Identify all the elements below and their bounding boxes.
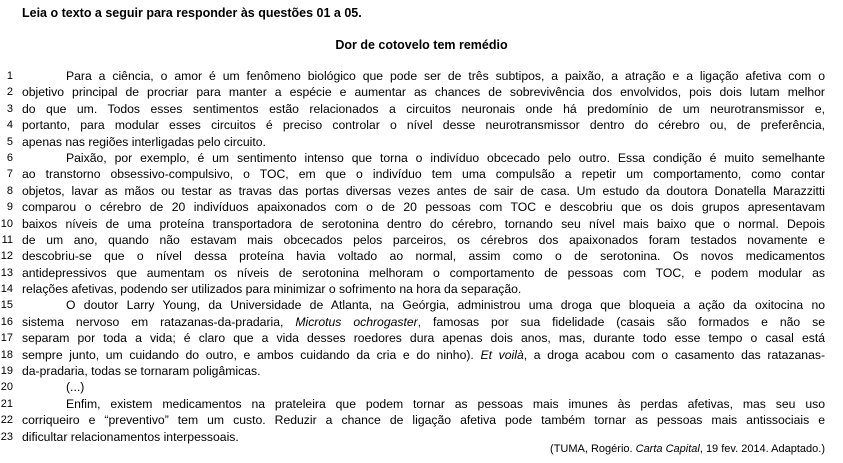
line-number: 22 bbox=[0, 414, 13, 427]
text-line bbox=[0, 347, 843, 363]
line-number: 4 bbox=[6, 119, 13, 132]
line-number: 6 bbox=[6, 151, 13, 164]
line-text: antidepressivos que aumentam os níveis de serotonina melhoram o comportamento de pessoas com TOC, e podem modular as bbox=[22, 265, 825, 280]
line-text: Para a ciência, o amor é um fenômeno biológico que pode ser de três subtipos, a paixão, a atração e a ligação afetiva com o bbox=[66, 69, 825, 83]
line-text: Paixão, por exemplo, é um sentimento intenso que torna o indivíduo obcecado pelo outro. Essa condição é muito semelhante bbox=[66, 150, 825, 165]
text-line bbox=[0, 84, 843, 100]
line-text: O doutor Larry Young, da Universidade de Atlanta, na Geórgia, administrou uma droga que bloqueia a ação da oxitocina no bbox=[66, 298, 825, 313]
line-text: separam por toda a vida; é claro que a vida desses roedores dura apenas dois anos, mas, durante todo esse tempo o casal está bbox=[22, 331, 825, 346]
line-text: comparou o cérebro de 20 indivíduos apaixonados com o de 20 pessoas com TOC e descobriu que os dois grupos apresentavam bbox=[22, 200, 825, 215]
line-number: 14 bbox=[0, 283, 13, 296]
line-text: baixos níveis de uma proteína transportadora de serotonina dentro do cérebro, tornando seu nível mais baixo que o normal. Depois bbox=[22, 216, 825, 231]
line-text: do que um. Todos esses sentimentos estão relacionados a circuitos neuronais onde há predomínio de um neurotransmissor e, bbox=[22, 101, 825, 116]
text-line bbox=[0, 297, 843, 313]
text-body bbox=[0, 68, 843, 445]
line-number: 7 bbox=[6, 168, 13, 181]
line-number: 1 bbox=[6, 70, 13, 82]
text-line bbox=[0, 281, 843, 297]
text-line bbox=[0, 412, 843, 428]
line-text: sistema nervoso em ratazanas-da-pradaria, Microtus ochrogaster, famosas por sua fidelidade (casais são formados e não se bbox=[22, 314, 825, 329]
line-number: 20 bbox=[0, 381, 13, 394]
line-text: descobriu-se que o nível dessa proteína havia voltado ao normal, assim como o de serotonina. Os novos medicamentos bbox=[22, 249, 825, 264]
text-line bbox=[0, 68, 843, 84]
line-number: 23 bbox=[0, 430, 13, 443]
line-number: 3 bbox=[6, 102, 13, 115]
line-text: Enfim, existem medicamentos na prateleira que podem tornar as pessoas mais imunes às perdas afetivas, mas seu uso bbox=[66, 396, 825, 411]
line-number: 10 bbox=[0, 217, 13, 230]
line-text: ao transtorno obsessivo-compulsivo, o TOC, em que o indivíduo tem uma compulsão a repetir um comportamento, como contar bbox=[22, 167, 825, 182]
text-line bbox=[0, 101, 843, 117]
text-line bbox=[0, 265, 843, 281]
line-text: objetivo principal de procriar para manter a espécie e aumentar as chances de sobrevivência dos envolvidos, pois dois lutam melhor bbox=[22, 85, 825, 100]
line-text: da-pradaria, todas se tornaram poligâmicas. bbox=[22, 364, 261, 379]
text-line bbox=[0, 117, 843, 133]
line-number: 5 bbox=[6, 135, 13, 148]
text-line bbox=[0, 199, 843, 215]
line-text: dificultar relacionamentos interpessoais. bbox=[22, 429, 239, 444]
text-line bbox=[0, 330, 843, 346]
text-line bbox=[0, 248, 843, 264]
line-number: 19 bbox=[0, 365, 13, 378]
text-line bbox=[0, 166, 843, 182]
text-line bbox=[0, 134, 843, 150]
line-text: corriqueiro e “preventivo” tem um custo. Reduzir a chance de ligação afetiva pode também tornar as pessoas mais antissociais e bbox=[22, 413, 825, 428]
line-text: relações afetivas, podendo ser utilizados para minimizar o sofrimento na hora da separação. bbox=[22, 282, 522, 297]
text-line bbox=[0, 150, 843, 166]
text-line bbox=[0, 379, 843, 395]
line-text: de um ano, quando não estavam mais obcecados pelos parceiros, os cérebros dos apaixonados foram testados novamente e bbox=[22, 232, 825, 247]
text-title: Dor de cotovelo tem remédio bbox=[335, 38, 508, 52]
line-number: 8 bbox=[6, 184, 13, 197]
line-text: apenas nas regiões interligadas pelo circuito. bbox=[22, 134, 266, 149]
text-line bbox=[0, 216, 843, 232]
text-line bbox=[0, 183, 843, 199]
text-line bbox=[0, 396, 843, 412]
instruction-text: Leia o texto a seguir para responder às questões 01 a 05. bbox=[22, 6, 362, 20]
line-number: 12 bbox=[0, 250, 13, 263]
line-number: 18 bbox=[0, 348, 13, 361]
line-text: (...) bbox=[66, 380, 85, 395]
line-text: sempre junto, um cuidando do outro, e ambos cuidando da cria e do ninho). Et voilà, a droga acabou com o casamento das ratazanas- bbox=[22, 347, 825, 362]
line-number: 16 bbox=[0, 315, 13, 328]
line-number: 11 bbox=[1, 233, 13, 246]
line-text: objetos, lavar as mãos ou testar as travas das portas diversas vezes antes de sair de casa. Um estudo da doutora Donatella Marazzitti bbox=[22, 183, 825, 198]
line-number: 15 bbox=[0, 299, 13, 312]
text-line bbox=[0, 363, 843, 379]
line-number: 9 bbox=[6, 201, 13, 214]
line-number: 17 bbox=[0, 332, 13, 345]
line-number: 2 bbox=[6, 86, 13, 99]
text-line bbox=[0, 314, 843, 330]
text-line bbox=[0, 232, 843, 248]
line-number: 21 bbox=[0, 397, 13, 410]
line-number: 13 bbox=[0, 266, 13, 279]
line-text: portanto, para modular esses circuitos é preciso controlar o nível desse neurotransmissor dentro do cérebro ou, de preferência, bbox=[22, 118, 825, 133]
source-citation: (TUMA, Rogério. Carta Capital, 19 fev. 2014. Adaptado.) bbox=[550, 443, 825, 455]
